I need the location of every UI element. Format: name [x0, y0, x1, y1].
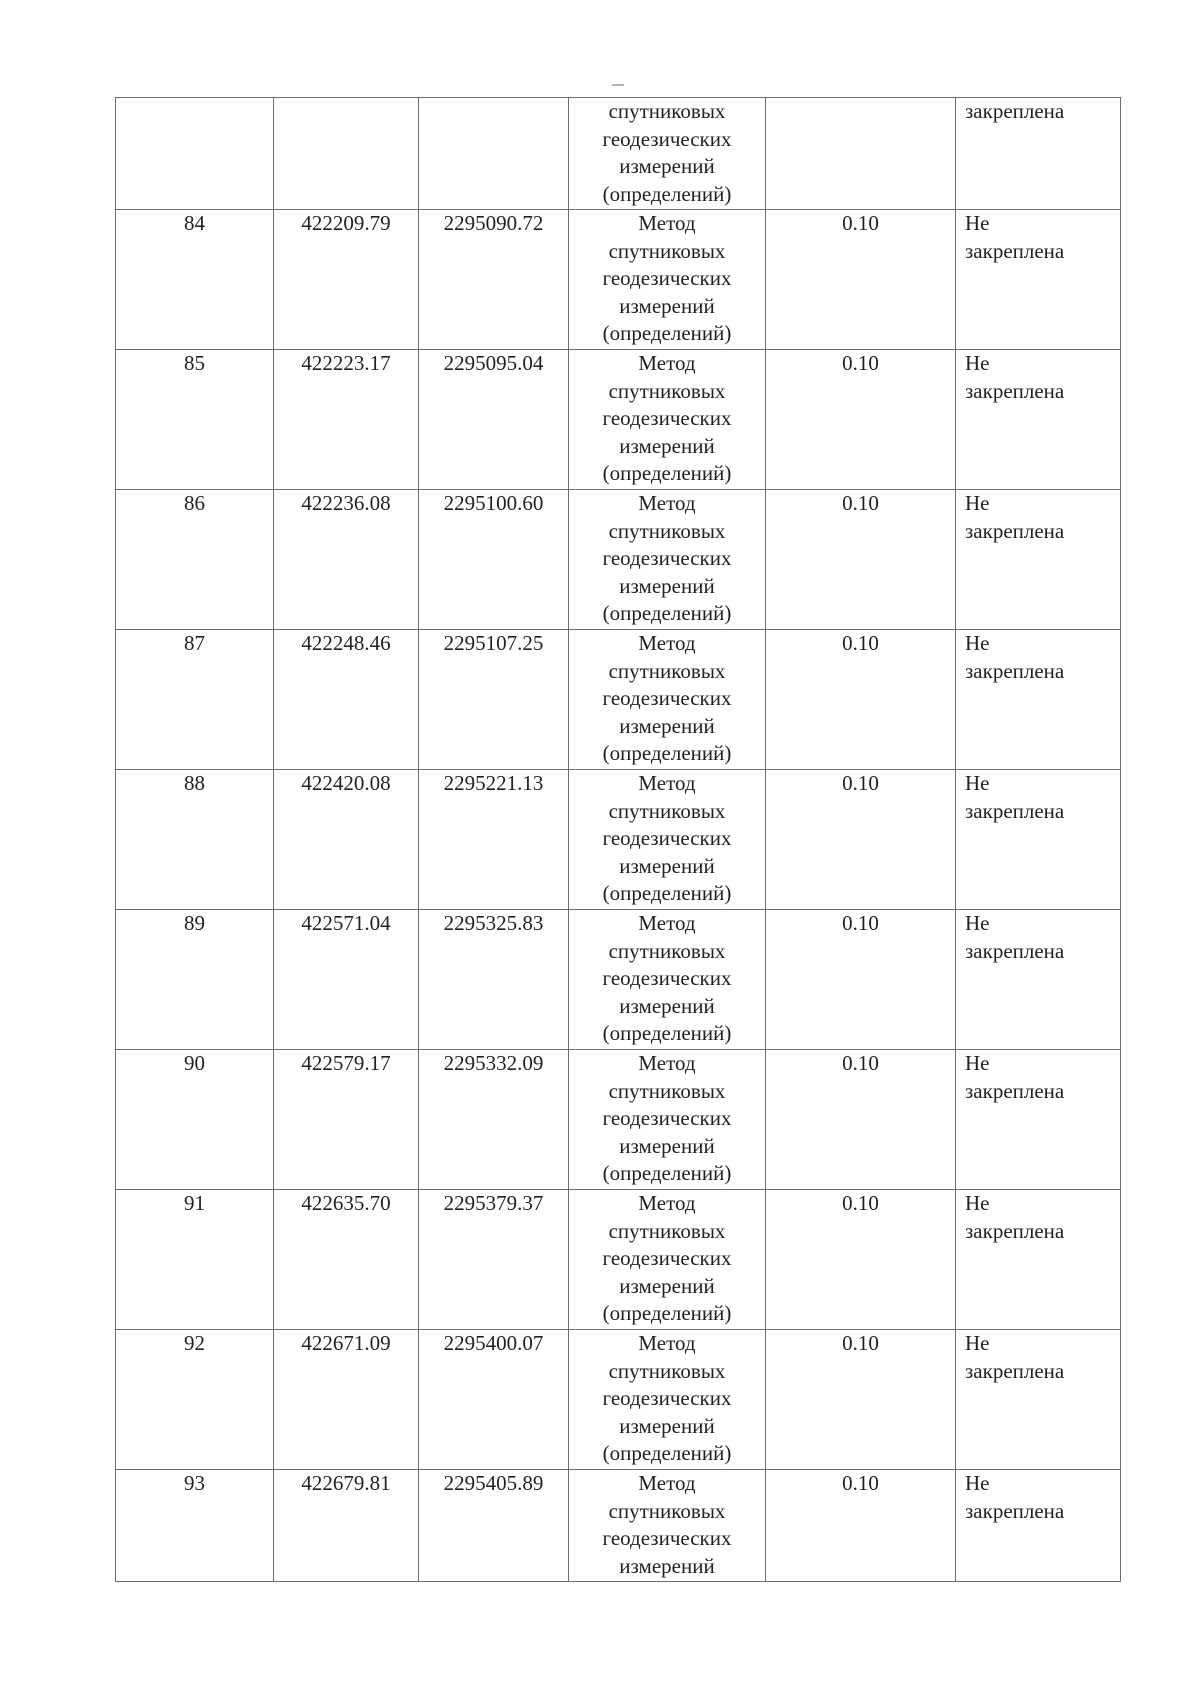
point-number-cell: 89: [116, 910, 274, 1050]
fixation-line: Не: [965, 1191, 990, 1215]
method-line: геодезических: [602, 826, 732, 850]
y-coordinate-cell: 2295379.37: [419, 1190, 569, 1330]
fixation-description-cell: [956, 910, 1121, 1050]
method-line: измерений: [619, 154, 715, 178]
method-line: спутниковых: [608, 1498, 726, 1523]
fixation-line: закреплена: [965, 1078, 1065, 1103]
method-line: спутниковых: [608, 1358, 726, 1383]
table-body: [116, 98, 1121, 1582]
fixation-description-cell: [956, 1470, 1121, 1582]
fixation-line: закреплена: [965, 938, 1065, 963]
accuracy-cell: 0.10: [766, 350, 956, 490]
accuracy-cell: 0.10: [766, 1050, 956, 1190]
method-line: измерений: [619, 713, 715, 738]
method-line: спутниковых: [608, 1218, 726, 1243]
y-coordinate-cell: [419, 98, 569, 210]
fixation-line: Не: [965, 351, 990, 375]
table-row: [116, 350, 1121, 490]
method-line: Метод: [638, 771, 696, 795]
scan-artifact-mark: [612, 84, 624, 86]
method-line: спутниковых: [608, 658, 726, 683]
point-number-cell: [116, 98, 274, 210]
method-line: (определений): [602, 321, 732, 345]
table-row: [116, 910, 1121, 1050]
method-line: геодезических: [602, 1246, 732, 1270]
point-number-cell: 87: [116, 630, 274, 770]
method-line: (определений): [602, 741, 732, 765]
method-line: геодезических: [602, 686, 732, 710]
method-line: (определений): [602, 1301, 732, 1325]
coordinates-table-sheet: [115, 97, 1120, 1582]
point-number-cell: 93: [116, 1470, 274, 1582]
x-coordinate-cell: 422635.70: [274, 1190, 419, 1330]
fixation-line: закреплена: [965, 99, 1065, 123]
table-row: [116, 1190, 1121, 1330]
method-line: спутниковых: [608, 378, 726, 403]
method-line: спутниковых: [608, 99, 726, 123]
accuracy-cell: 0.10: [766, 1330, 956, 1470]
method-line: измерений: [619, 573, 715, 598]
x-coordinate-cell: 422571.04: [274, 910, 419, 1050]
method-cell: [569, 350, 766, 490]
method-cell: [569, 210, 766, 350]
point-number-cell: 88: [116, 770, 274, 910]
fixation-line: Не: [965, 1051, 990, 1075]
fixation-description-cell: [956, 1050, 1121, 1190]
method-cell: [569, 770, 766, 910]
method-line: Метод: [638, 1051, 696, 1075]
table-row-continued: [116, 98, 1121, 210]
method-line: (определений): [602, 1021, 732, 1045]
accuracy-cell: 0.10: [766, 1190, 956, 1330]
table-row: [116, 1470, 1121, 1582]
accuracy-cell: [766, 98, 956, 210]
method-line: (определений): [602, 1441, 732, 1465]
x-coordinate-cell: 422248.46: [274, 630, 419, 770]
method-cell: [569, 910, 766, 1050]
y-coordinate-cell: 2295090.72: [419, 210, 569, 350]
fixation-line: Не: [965, 1471, 990, 1495]
table-row: [116, 1330, 1121, 1470]
method-line: Метод: [638, 1331, 696, 1355]
method-line: (определений): [602, 461, 732, 485]
method-line: геодезических: [602, 546, 732, 570]
accuracy-cell: 0.10: [766, 1470, 956, 1582]
method-line: геодезических: [602, 266, 732, 290]
fixation-description-cell: [956, 770, 1121, 910]
y-coordinate-cell: 2295100.60: [419, 490, 569, 630]
fixation-description-cell: [956, 1330, 1121, 1470]
method-line: Метод: [638, 911, 696, 935]
accuracy-cell: 0.10: [766, 630, 956, 770]
fixation-line: Не: [965, 1331, 990, 1355]
method-line: спутниковых: [608, 938, 726, 963]
method-line: спутниковых: [608, 1078, 726, 1103]
y-coordinate-cell: 2295095.04: [419, 350, 569, 490]
method-line: измерений: [619, 293, 715, 318]
point-number-cell: 85: [116, 350, 274, 490]
y-coordinate-cell: 2295221.13: [419, 770, 569, 910]
method-line: измерений: [619, 1413, 715, 1438]
fixation-description-cell: [956, 630, 1121, 770]
method-cell: [569, 630, 766, 770]
table-row: [116, 490, 1121, 630]
fixation-description-cell: [956, 490, 1121, 630]
accuracy-cell: 0.10: [766, 910, 956, 1050]
method-cell: [569, 1190, 766, 1330]
method-line: геодезических: [602, 406, 732, 430]
point-number-cell: 91: [116, 1190, 274, 1330]
y-coordinate-cell: 2295400.07: [419, 1330, 569, 1470]
x-coordinate-cell: 422223.17: [274, 350, 419, 490]
x-coordinate-cell: 422236.08: [274, 490, 419, 630]
method-cell: [569, 1050, 766, 1190]
accuracy-cell: 0.10: [766, 770, 956, 910]
fixation-line: закреплена: [965, 1218, 1065, 1243]
method-line: спутниковых: [608, 518, 726, 543]
fixation-description-cell: [956, 1190, 1121, 1330]
fixation-line: закреплена: [965, 518, 1065, 543]
fixation-line: закреплена: [965, 238, 1065, 263]
fixation-line: Не: [965, 771, 990, 795]
method-line: измерений: [619, 433, 715, 458]
method-line: измерений: [619, 1273, 715, 1298]
method-line: геодезических: [602, 1106, 732, 1130]
method-line: (определений): [602, 881, 732, 905]
method-cell: [569, 490, 766, 630]
method-line: измерений: [619, 1133, 715, 1158]
method-line: геодезических: [602, 1386, 732, 1410]
fixation-line: закреплена: [965, 798, 1065, 823]
method-line: измерений: [619, 853, 715, 878]
method-line: измерений: [619, 1553, 715, 1578]
fixation-line: закреплена: [965, 378, 1065, 403]
x-coordinate-cell: [274, 98, 419, 210]
method-line: измерений: [619, 993, 715, 1018]
method-line: геодезических: [602, 126, 732, 151]
x-coordinate-cell: 422420.08: [274, 770, 419, 910]
point-number-cell: 86: [116, 490, 274, 630]
fixation-line: Не: [965, 211, 990, 235]
method-line: Метод: [638, 351, 696, 375]
accuracy-cell: 0.10: [766, 490, 956, 630]
fixation-line: закреплена: [965, 658, 1065, 683]
method-cell: [569, 1470, 766, 1582]
coordinates-table: [115, 97, 1121, 1582]
fixation-line: закреплена: [965, 1498, 1065, 1523]
method-line: (определений): [602, 601, 732, 625]
point-number-cell: 92: [116, 1330, 274, 1470]
y-coordinate-cell: 2295332.09: [419, 1050, 569, 1190]
x-coordinate-cell: 422209.79: [274, 210, 419, 350]
table-row: [116, 770, 1121, 910]
method-line: спутниковых: [608, 798, 726, 823]
y-coordinate-cell: 2295107.25: [419, 630, 569, 770]
table-row: [116, 210, 1121, 350]
method-cell: [569, 1330, 766, 1470]
method-line: геодезических: [602, 966, 732, 990]
method-line: Метод: [638, 1471, 696, 1495]
x-coordinate-cell: 422671.09: [274, 1330, 419, 1470]
fixation-line: Не: [965, 631, 990, 655]
fixation-description-cell: [956, 210, 1121, 350]
table-row: [116, 1050, 1121, 1190]
method-line: (определений): [602, 181, 732, 206]
method-line: Метод: [638, 491, 696, 515]
y-coordinate-cell: 2295405.89: [419, 1470, 569, 1582]
fixation-line: закреплена: [965, 1358, 1065, 1383]
method-line: Метод: [638, 211, 696, 235]
accuracy-cell: 0.10: [766, 210, 956, 350]
table-row: [116, 630, 1121, 770]
method-cell: [569, 98, 766, 210]
method-line: Метод: [638, 631, 696, 655]
fixation-line: Не: [965, 911, 990, 935]
point-number-cell: 84: [116, 210, 274, 350]
method-line: геодезических: [602, 1526, 732, 1550]
fixation-description-cell: [956, 98, 1121, 210]
method-line: Метод: [638, 1191, 696, 1215]
method-line: спутниковых: [608, 238, 726, 263]
x-coordinate-cell: 422579.17: [274, 1050, 419, 1190]
fixation-description-cell: [956, 350, 1121, 490]
method-line: (определений): [602, 1161, 732, 1185]
y-coordinate-cell: 2295325.83: [419, 910, 569, 1050]
point-number-cell: 90: [116, 1050, 274, 1190]
fixation-line: Не: [965, 491, 990, 515]
x-coordinate-cell: 422679.81: [274, 1470, 419, 1582]
